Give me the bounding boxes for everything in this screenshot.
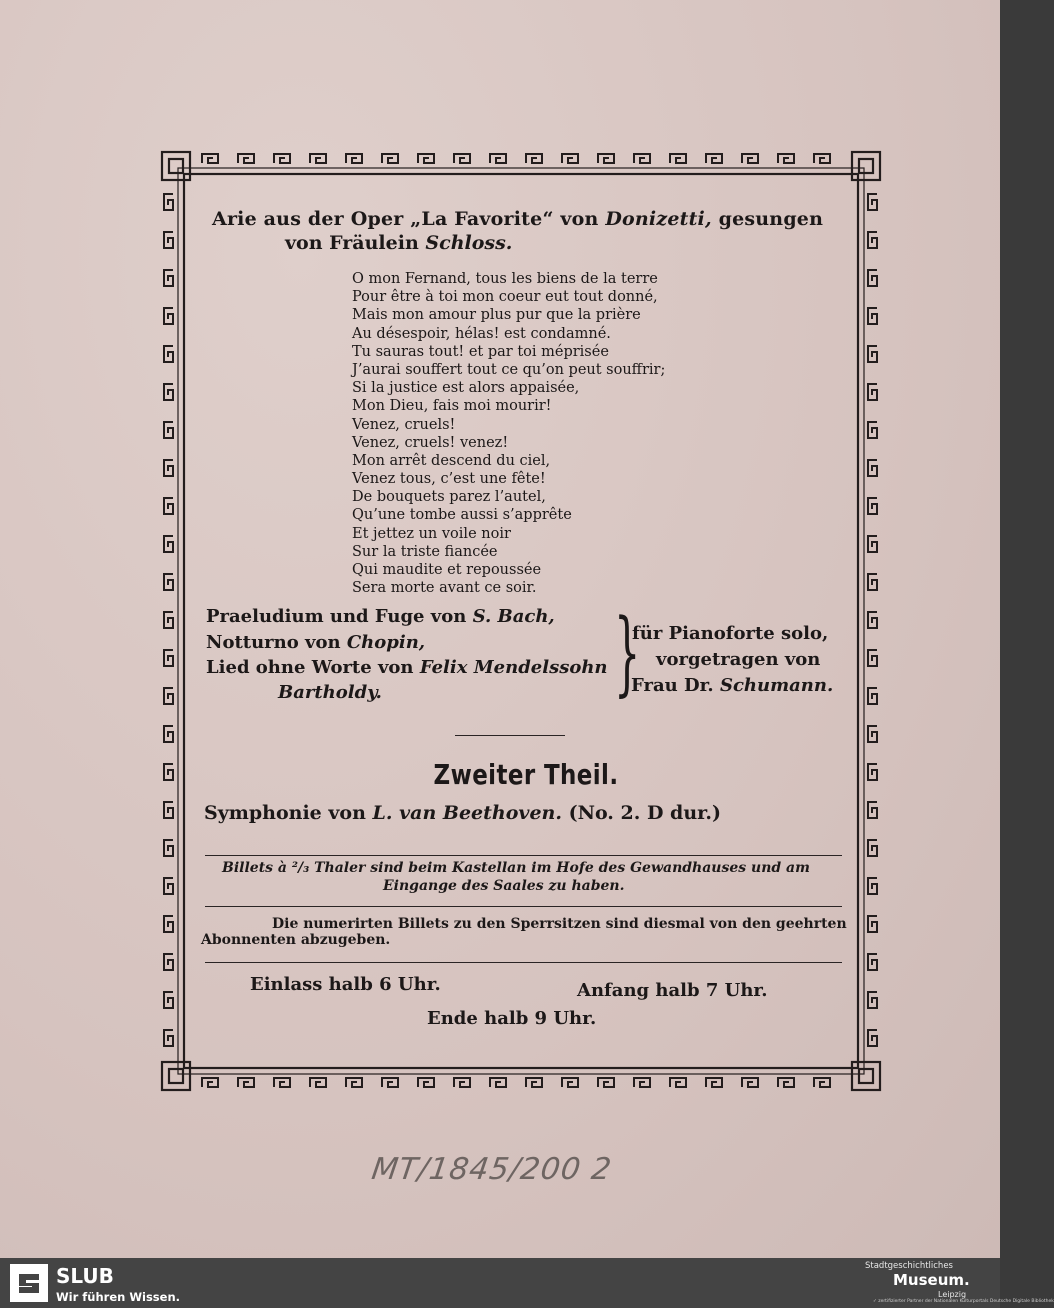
- poem-line: J’aurai souffert tout ce qu’on peut souffrir;: [352, 361, 666, 378]
- poem-line: Qu’une tombe aussi s’apprête: [352, 507, 572, 524]
- poem-line: Pour être à toi mon coeur eut tout donné,: [352, 289, 658, 306]
- work-bach-name: S. Bach,: [472, 606, 555, 627]
- section-divider: [455, 735, 565, 736]
- billets-line2: Eingange des Saales zu haben.: [383, 878, 625, 894]
- divider-rule: [205, 962, 842, 963]
- museum-city: Leipzig: [938, 1290, 967, 1299]
- pianoforte-line2: vorgetragen von: [656, 649, 821, 670]
- poem-line: Mon Dieu, fais moi mourir!: [352, 398, 552, 415]
- part-title: Zweiter Theil.: [433, 758, 619, 791]
- symphony-detail: (No. 2. D dur.): [568, 802, 722, 824]
- symphony-line: [204, 802, 721, 824]
- pianoforte-prefix: Frau Dr.: [631, 675, 714, 696]
- poem-line: Sur la triste fiancée: [352, 543, 498, 560]
- poem-line: Tu sauras tout! et par toi méprisée: [352, 343, 609, 360]
- work-mendelssohn: [206, 657, 608, 678]
- pianoforte-line3: [631, 675, 833, 696]
- poem-line: Venez tous, c’est une fête!: [352, 471, 546, 488]
- symphony-composer: L. van Beethoven.: [372, 802, 562, 824]
- work-mendelssohn-name: Felix Mendelssohn: [419, 657, 608, 678]
- aria-singer: Schloss.: [425, 232, 513, 254]
- poem-line: Si la justice est alors appaisée,: [352, 380, 580, 397]
- pianoforte-line1: für Pianoforte solo,: [632, 623, 829, 644]
- museum-subtitle: Stadtgeschichtliches: [865, 1261, 953, 1271]
- work-mendelssohn-text: Lied ohne Worte von: [206, 657, 414, 678]
- end-time: Ende halb 9 Uhr.: [427, 1008, 597, 1029]
- aria-composer: Donizetti,: [605, 208, 712, 230]
- poem-line: Au désespoir, hélas! est condamné.: [352, 325, 611, 342]
- billets-line1: Billets à ²/₃ Thaler sind beim Kastellan im Hofe des Gewandhauses und am: [222, 860, 810, 876]
- work-chopin: [206, 632, 425, 653]
- symphony-text: Symphonie von: [204, 802, 366, 824]
- slub-logo-icon[interactable]: [10, 1264, 48, 1302]
- poem-line: Qui maudite et repoussée: [352, 562, 542, 578]
- aria-sung: gesungen: [718, 208, 824, 230]
- poem-lyrics: [352, 270, 665, 597]
- poem-line: Venez, cruels! venez!: [352, 434, 509, 451]
- shelfmark-handwritten: MT/1845/200 2: [369, 1152, 615, 1187]
- admission-time: Einlass halb 6 Uhr.: [250, 974, 441, 995]
- start-time: Anfang halb 7 Uhr.: [577, 980, 768, 1001]
- aria-heading-line2: [285, 232, 512, 254]
- work-bach: [206, 606, 555, 627]
- numbered-tickets-line2: Abonnenten abzugeben.: [201, 932, 391, 948]
- poem-line: Sera morte avant ce soir.: [352, 580, 537, 597]
- slub-tagline: Wir führen Wissen.: [56, 1290, 181, 1304]
- museum-name[interactable]: Museum.: [893, 1271, 970, 1289]
- work-mendelssohn-name-cont: Bartholdy.: [278, 682, 382, 703]
- numbered-tickets-line1: Die numerirten Billets zu den Sperrsitzen sind diesmal von den geehrten: [272, 916, 847, 932]
- divider-rule: [205, 855, 842, 856]
- poem-line: O mon Fernand, tous les biens de la terre: [352, 271, 658, 287]
- museum-partner-note: ✓ zertifizierter Partner der Nationalen Kulturportals Deutsche Digitale Bibliothek: [873, 1299, 1054, 1304]
- work-bach-text: Praeludium und Fuge von: [206, 606, 467, 627]
- aria-by: von Fräulein: [285, 232, 419, 254]
- aria-heading-line1: [212, 208, 823, 230]
- divider-rule: [205, 906, 842, 907]
- poem-line: Mon arrêt descend du ciel,: [352, 452, 551, 469]
- curly-brace: }: [614, 599, 641, 706]
- slub-name[interactable]: SLUB: [56, 1264, 114, 1288]
- pianoforte-performer: Schumann.: [719, 675, 834, 696]
- poem-line: Venez, cruels!: [352, 416, 456, 433]
- poem-line: De bouquets parez l’autel,: [352, 489, 546, 506]
- poem-line: Et jettez un voile noir: [352, 525, 511, 542]
- work-chopin-text: Notturno von: [206, 632, 341, 653]
- aria-intro: Arie aus der Oper „La Favorite“ von: [212, 208, 599, 230]
- work-chopin-name: Chopin,: [346, 632, 426, 653]
- poem-line: Mais mon amour plus pur que la prière: [352, 307, 641, 324]
